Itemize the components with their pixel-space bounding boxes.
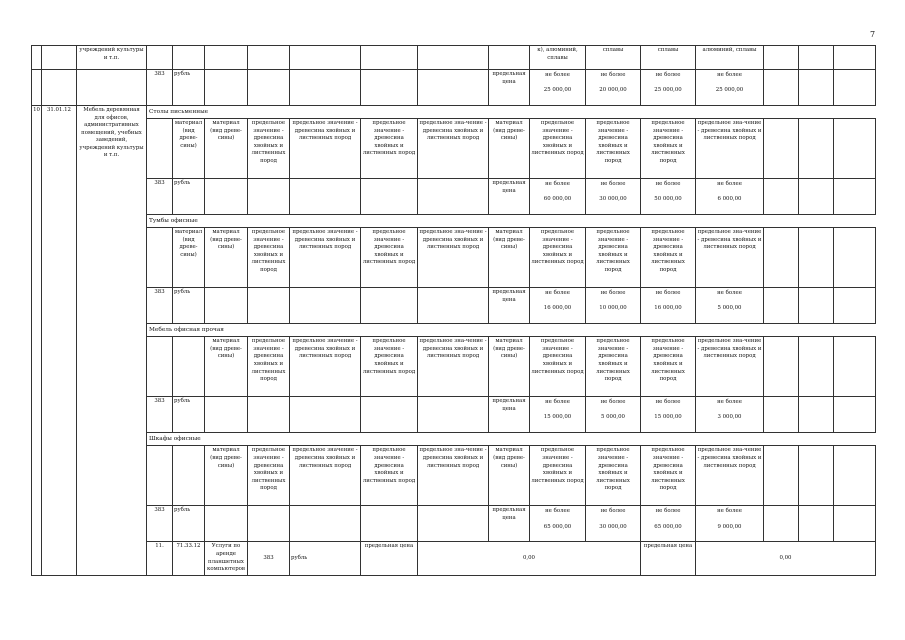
unit-cell: рубль (173, 70, 205, 106)
label-cell: предельная цена (489, 179, 530, 215)
requirements-table (31, 45, 876, 576)
section-title: Тумбы офисные (147, 215, 876, 228)
label-cell: предельная цена (489, 70, 530, 106)
table-row (32, 46, 876, 70)
section-title: Столы письменные (147, 106, 876, 119)
label-cell: предельная цена (489, 288, 530, 324)
value-cell: 0,00 (418, 542, 641, 575)
table-row (32, 433, 876, 446)
unit-cell: рубль (173, 288, 205, 324)
value-cell: алюминий, сплавы (696, 46, 764, 70)
unit-cell: рубль (173, 506, 205, 542)
code-cell: 383 (147, 179, 173, 215)
label-cell: предельная цена (489, 397, 530, 433)
section-title: Мебель офисная прочая (147, 324, 876, 337)
code-cell: 383 (147, 288, 173, 324)
table-row (32, 324, 876, 337)
row-number: 10 (32, 106, 42, 576)
okpd-code: 71.33.12 (173, 542, 205, 575)
table-row: 383 рубль предельная цена не более 60 000,00 не более 30 000,00 не более 50 000,00 не более 6 000,00 (32, 179, 876, 215)
page-number: 7 (870, 30, 876, 39)
table-row (32, 542, 876, 575)
item-name: Мебель деревянная для офисов, административных помещений, учебных заведений, учреждений культуры и т.п. (77, 106, 147, 576)
code-cell: 383 (147, 506, 173, 542)
table-row: материал (вид древе-сины) материал (вид древе-сины) предельное значение - древесина хвойных и лиственных пород предельное значение - древесина хвойных и лиственных пород предельное значение - древесина хвойных и лиственных пород предельное зна-чение - древесина хвойных и лиственных пород материал (вид древе-сины) предельное значение - древесина хвойных и лиственных пород предельное значение - древесина хвойных и лиственных пород предельное значение - древесина хвойных и лиственных пород предельное зна-чение - древесина хвойных и лиственных пород (32, 228, 876, 288)
table-row: материал (вид древе-сины) предельное значение - древесина хвойных и лиственных пород предельное значение - древесина хвойных и лиственных пород предельное значение - древесина хвойных и лиственных пород предельное зна-чение - древесина хвойных и лиственных пород материал (вид древе-сины) предельное значение - древесина хвойных и лиственных пород предельное значение - древесина хвойных и лиственных пород предельное значение - древесина хвойных и лиственных пород предельное зна-чение - древесина хвойных и лиственных пород (32, 337, 876, 397)
code-cell: 383 (248, 542, 290, 575)
table-row (32, 106, 876, 119)
table-row (32, 215, 876, 228)
value-cell: к), алюминий, сплавы (530, 46, 586, 70)
label-cell: предельная цена (361, 542, 418, 575)
unit-cell: рубль (173, 397, 205, 433)
table-row: 383 рубль предельная цена не более 16 000,00 не более 10 000,00 не более 16 000,00 не более 5 000,00 (32, 288, 876, 324)
okpd-code: 31.01.12 (42, 106, 77, 576)
row-number: 11. (147, 542, 173, 575)
unit-cell: рубль (173, 179, 205, 215)
unit-cell: рубль (290, 542, 361, 575)
label-cell: предельная цена (489, 506, 530, 542)
item-name: Услуги по аренде планшетных компьютеров (205, 542, 248, 575)
code-cell: 383 (147, 70, 173, 106)
section-title: Шкафы офисные (147, 433, 876, 446)
table-row: 383 рубль предельная цена не более 15 000,00 не более 5 000,00 не более 15 000,00 не более 3 000,00 (32, 397, 876, 433)
table-row: 383 рубль предельная цена не более 25 000,00 не более 20 000,00 не более 25 000,00 не более 25 000,00 (32, 70, 876, 106)
code-cell: 383 (147, 397, 173, 433)
table-row: материал (вид древе-сины) материал (вид древе-сины) предельное значение - древесина хвойных и лиственных пород предельное значение - древесина хвойных и лиственных пород предельное значение - древесина хвойных и лиственных пород предельное зна-чение - древесина хвойных и лиственных пород материал (вид древе-сины) предельное значение - древесина хвойных и лиственных пород предельное значение - древесина хвойных и лиственных пород предельное значение - древесина хвойных и лиственных пород предельное зна-чение - древесина хвойных и лиственных пород (32, 119, 876, 179)
name-cell: учреждений культуры и т.п. (77, 46, 147, 70)
value-cell: сплавы (586, 46, 641, 70)
value-cell: 0,00 (696, 542, 876, 575)
table-row: 383 рубль предельная цена не более 65 000,00 не более 30 000,00 не более 65 000,00 не более 9 000,00 (32, 506, 876, 542)
label-cell: предельная цена (641, 542, 696, 575)
table-row: материал (вид древе-сины) предельное значение - древесина хвойных и лиственных пород предельное значение - древесина хвойных и лиственных пород предельное значение - древесина хвойных и лиственных пород предельное зна-чение - древесина хвойных и лиственных пород материал (вид древе-сины) предельное значение - древесина хвойных и лиственных пород предельное значение - древесина хвойных и лиственных пород предельное значение - древесина хвойных и лиственных пород предельное зна-чение - древесина хвойных и лиственных пород (32, 446, 876, 506)
value-cell: сплавы (641, 46, 696, 70)
